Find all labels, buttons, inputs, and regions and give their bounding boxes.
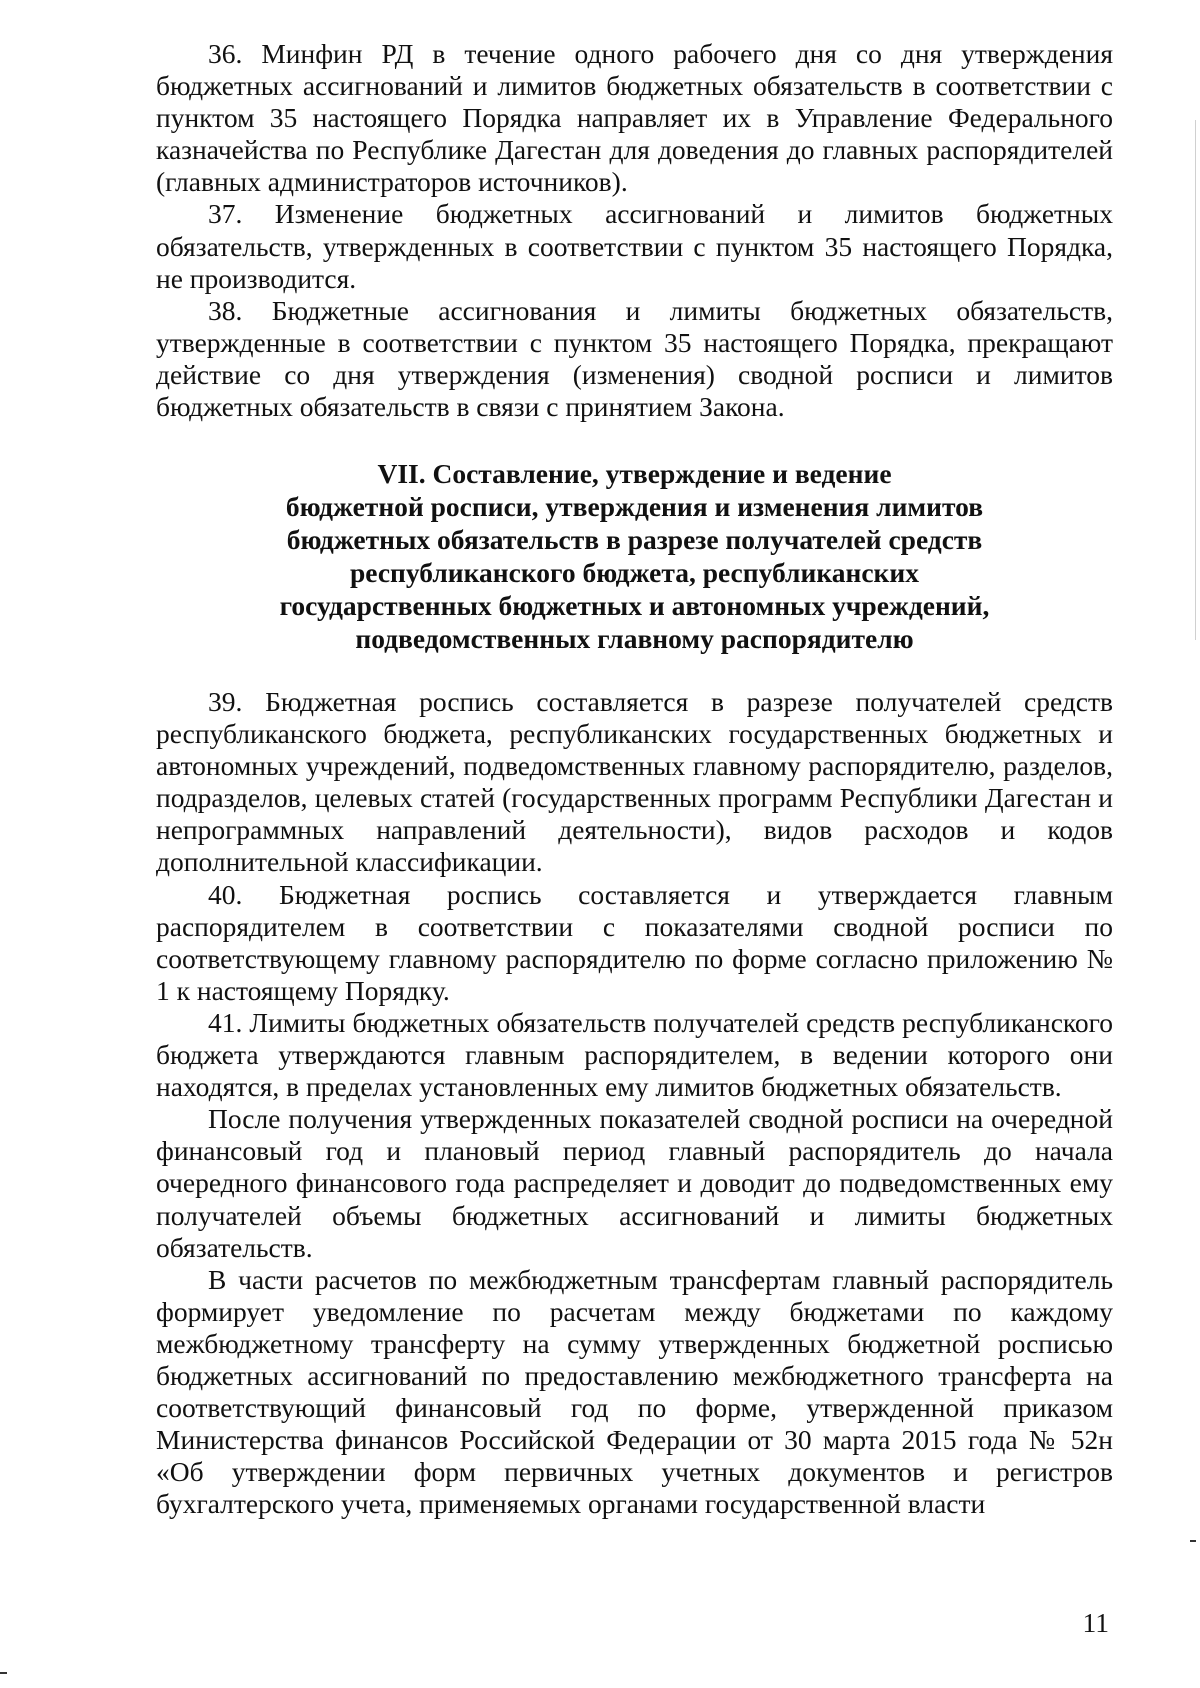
section-heading-line: VII. Составление, утверждение и ведение xyxy=(377,458,892,489)
paragraph-36: 36. Минфин РД в течение одного рабочего дня со дня утверждения бюджетных ассигнований и лимитов бюджетных обязательств в соответствии с пунктом 35 настоящего Порядка направляет их в Управление Федерального казначейства по Республике Дагестан для доведения до главных распорядителей (главных администраторов источников). xyxy=(156,38,1113,198)
section-heading-line: бюджетной росписи, утверждения и изменения лимитов xyxy=(285,491,984,523)
page-number: 11 xyxy=(1082,1607,1109,1638)
paragraph-41-part-2: После получения утвержденных показателей сводной росписи на очередной финансовый год и плановый период главный распорядитель до начала очередного финансового года распределяет и доводит до подведомственных ему получателей объемы бюджетных ассигнований и лимиты бюджетных обязательств. xyxy=(156,1103,1113,1263)
paragraph-41: 41. Лимиты бюджетных обязательств получателей средств республиканского бюджета утверждаются главным распорядителем, в ведении которого они находятся, в пределах установленных ему лимитов бюджетных обязательств. xyxy=(156,1006,1113,1103)
paragraph-41-part-3: В части расчетов по межбюджетным трансфертам главный распорядитель формирует уведомление по расчетам между бюджетами по каждому межбюджетному трансферту на сумму утвержденных бюджетной росписью бюджетных ассигнований по предоставлению межбюджетного трансферта на соответствующий финансовый год по форме, утвержденной приказом Министерства финансов Российской Федерации от 30 марта 2015 года № 52н «Об утверждении форм первичных учетных документов и регистров бухгалтерского учета, применяемых органами государственной власти xyxy=(156,1263,1113,1520)
paragraph-37: 37. Изменение бюджетных ассигнований и лимитов бюджетных обязательств, утвержденных в соответствии с пунктом 35 настоящего Порядка, не производится. xyxy=(156,198,1113,294)
section-heading-line: подведомственных главному распорядителю xyxy=(355,623,914,655)
section-heading xyxy=(156,457,1113,656)
paragraph-40: 40. Бюджетная роспись составляется и утверждается главным распорядителем в соответствии с показателями сводной росписи по соответствующему главному распорядителю по форме согласно приложению № 1 к настоящему Порядку. xyxy=(156,878,1113,1006)
scan-mark xyxy=(1190,1540,1196,1542)
paragraph-38: 38. Бюджетные ассигнования и лимиты бюджетных обязательств, утвержденные в соответствии с пунктом 35 настоящего Порядка, прекращают действие со дня утверждения (изменения) сводной росписи и лимитов бюджетных обязательств в связи с принятием Закона. xyxy=(156,294,1113,423)
scan-mark xyxy=(0,1672,7,1674)
section-heading-line: государственных бюджетных и автономных учреждений, xyxy=(279,590,990,622)
text-block-bottom xyxy=(156,686,1113,1520)
text-block-top xyxy=(156,38,1113,423)
scan-edge-line xyxy=(1195,120,1196,640)
paragraph-39: 39. Бюджетная роспись составляется в разрезе получателей средств республиканского бюджета, республиканских государственных бюджетных и автономных учреждений, подведомственных главному распорядителю, разделов, подразделов, целевых статей (государственных программ Республики Дагестан и непрограммных направлений деятельности), видов расходов и кодов дополнительной классификации. xyxy=(156,686,1113,878)
section-heading-line: республиканского бюджета, республиканских xyxy=(349,557,919,589)
section-heading-line: бюджетных обязательств в разрезе получателей средств xyxy=(286,524,983,556)
